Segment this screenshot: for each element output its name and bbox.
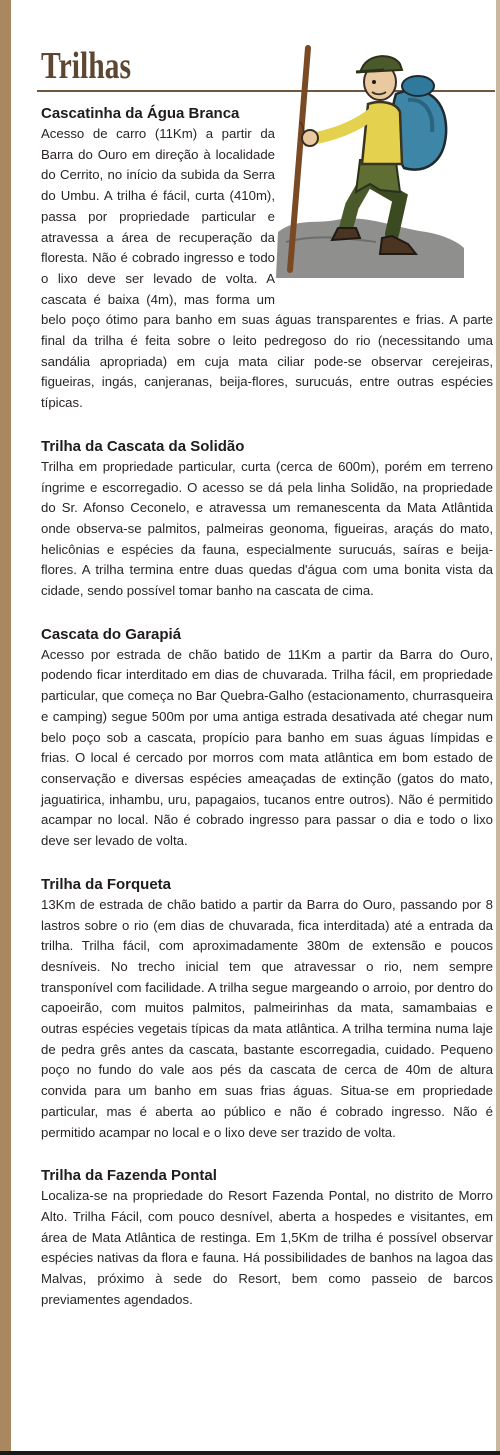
trail-section: [41, 625, 493, 852]
trail-section: [41, 104, 493, 414]
trail-title: Cascata do Garapiá: [41, 625, 182, 643]
page-title: Trilhas: [41, 45, 132, 87]
trail-section: [41, 437, 493, 602]
left-decorative-band: [0, 0, 11, 1455]
trail-title: Cascatinha da Água Branca: [41, 105, 240, 122]
trail-title: Trilha da Cascata da Solidão: [41, 437, 245, 455]
bottom-border: [0, 1451, 500, 1455]
trail-description: 13Km de estrada de chão batido a partir da Barra do Ouro, passando por 8 lastros sobre o rio (em dias de chuvarada, fica interditada) até a entrada da trilha. Trilha fácil, com aproximadamente 380m de extensão e poucos desníveis. No trecho inicial tem que atravessar o rio, nem sempre transponível com facilidade. A trilha segue margeando o arroio, por dentro do capoeirão, com muitos palmitos, palmeirinhas da mata, samambaias e outras espécies vegetais típicas da mata atlântica. A trilha termina numa laje de pedra grês antes da cascata, bastante escorregadia, cuidado. Pequeno poço no fundo do vale aos pés da cascata de cerca de 40m de altura convida para um banho em suas frias águas. Situa-se em propriedade particular, mas é aberta ao público e não é cobrado ingresso. Não é permitido acampar no local e o lixo deve ser trazido de volta.: [41, 896, 493, 1140]
trails-content: [41, 104, 493, 1310]
trail-description: Localiza-se na propriedade do Resort Fazenda Pontal, no distrito de Morro Alto. Trilha Fácil, com pouco desnível, aberta a hospedes e visitantes, em área de Mata Atlântica de restinga. Em 1,5Km de trilha é possível observar espécies nativas da flora e fauna. Há possibilidades de banhos na lagoa das Malvas, próximo à sede do Resort, bem como passeio de barcos previamentes agendados.: [41, 1188, 493, 1307]
trail-section: [41, 875, 493, 1143]
trail-section: [41, 1166, 493, 1310]
trail-title: Trilha da Forqueta: [41, 875, 172, 893]
trail-description: Trilha em propriedade particular, curta (cerca de 600m), porém em terreno íngrime e escorregadio. O acesso se dá pela linha Solidão, na propriedade do Sr. Afonso Ceconelo, e atravessa um remanescenta da Mata Atlântida onde observa-se palmitos, palmeiras geonoma, figueiras, araçás do mato, helicônias e espécies da fauna, especialmente surucuás, saíras e beija-flores. A trilha termina entre duas quedas d'água com uma bonita vista da cidade, sendo possível tomar banho na cascata de cima.: [41, 458, 493, 599]
trail-description: Acesso por estrada de chão batido de 11Km a partir da Barra do Ouro, podendo ficar interditado em dias de chuvarada. Trilha fácil, em propriedade particular, que começa no Bar Quebra-Galho (estacionamento, churrasqueira e camping) segue 500m por uma antiga estrada desativada até chegar num belo poço sob a cascata, propício para banho em suas águas límpidas e frias. O local é cercado por morros com mata atlântica em bom estado de conservação e diversas espécies ameaçadas de extinção (gatos do mato, jaguatirica, inhambu, uru, papagaios, tucanos entre outros). Não é permitido acampar no local. Não é cobrado ingresso para passar o dia e todo o lixo deve ser levado de volta.: [41, 646, 493, 849]
trail-description: Acesso de carro (11Km) a partir da Barra do Ouro em direção à localidade do Cerrito, no início da subida da Serra do Umbu. A trilha é fácil, curta (410m), passa por propriedade particular e atravessa a área de recuperação da floresta. Não é cobrado ingresso e todo o lixo deve ser levado de volta. A cascata é baixa (4m), mas forma um belo poço ótimo para banho em suas águas transparentes e frias. A parte final da trilha é feita sobre o leito pedregoso do rio (necessitando uma sandália apropriada) em cuja mata ciliar pode-se observar cerejeiras, figueiras, ingás, canjeranas, beija-flores, surucuás, entre outras espécies típicas.: [41, 126, 493, 411]
trail-title: Trilha da Fazenda Pontal: [41, 1167, 217, 1185]
right-decorative-band: [496, 0, 500, 1455]
